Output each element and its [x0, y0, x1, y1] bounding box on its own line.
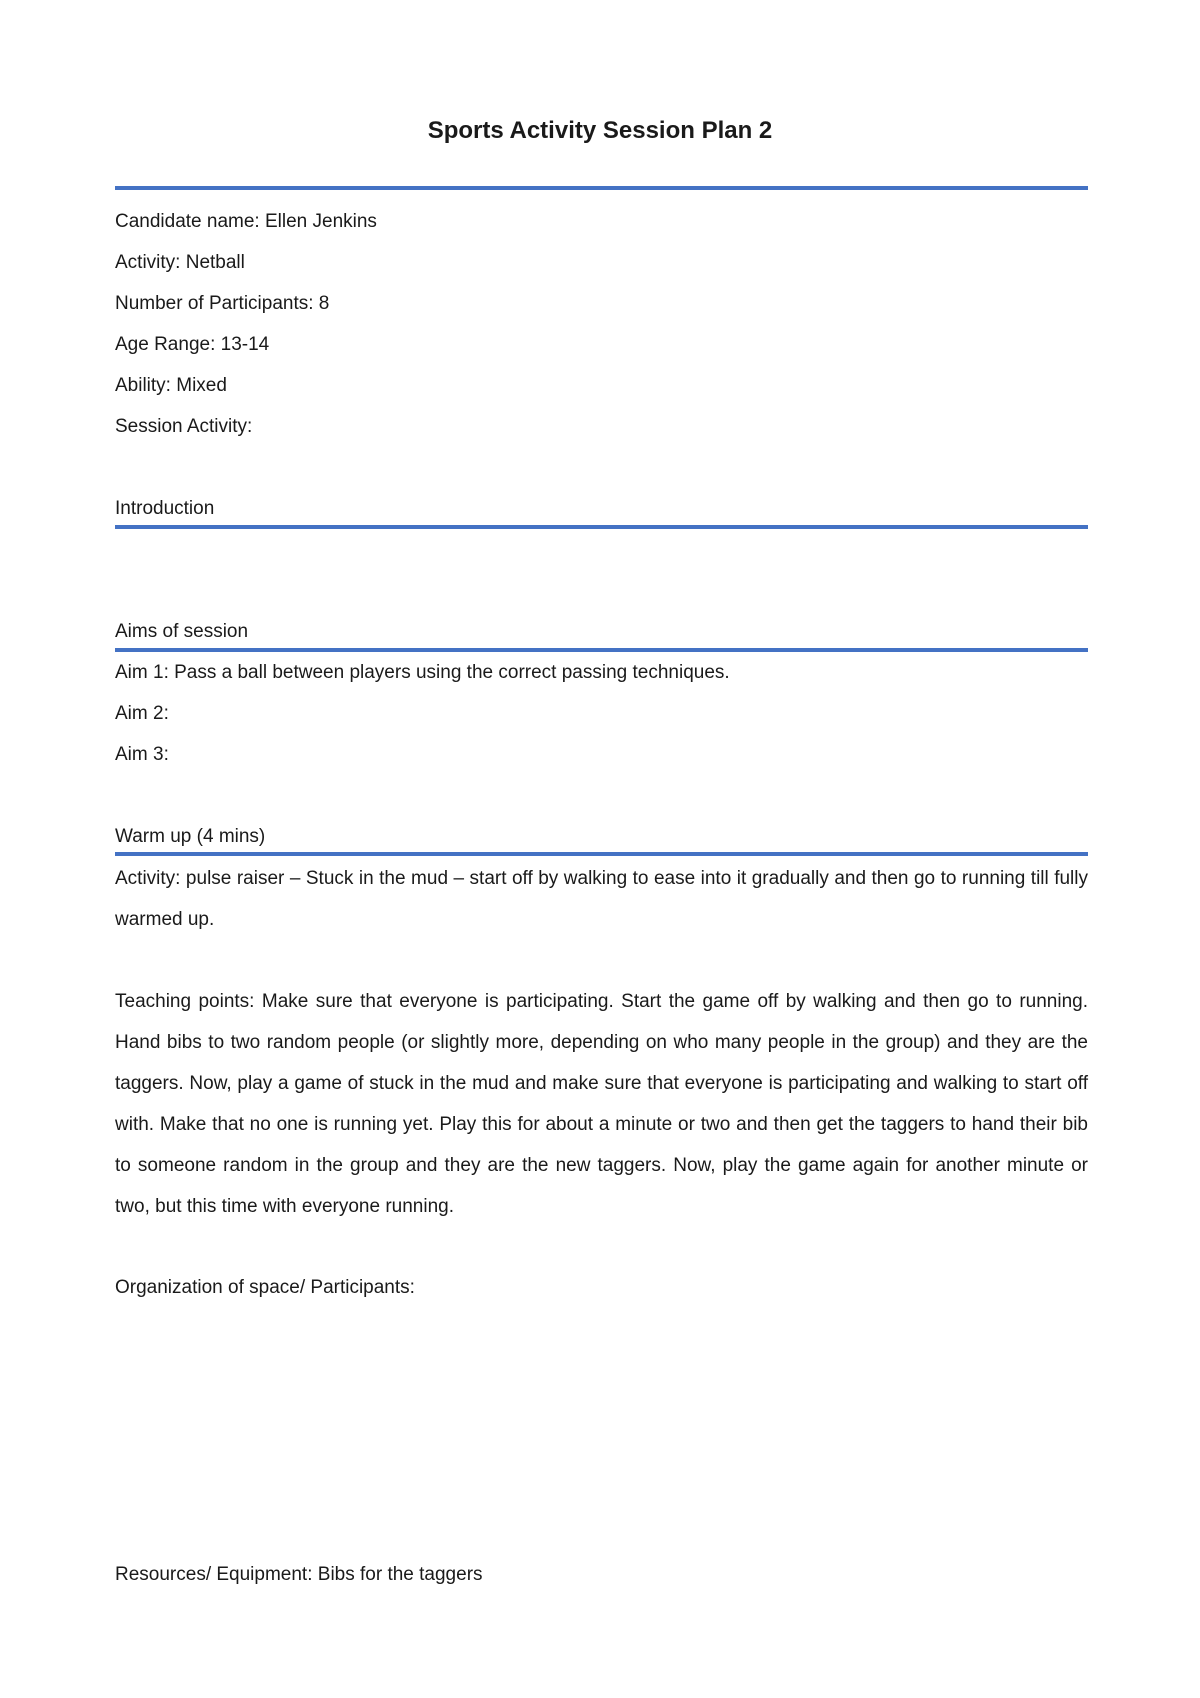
- document-title: Sports Activity Session Plan 2: [427, 117, 773, 144]
- aim-1: Aim 1: Pass a ball between players using the correct passing techniques.: [115, 662, 730, 683]
- activity-line: Activity: Netball: [115, 252, 245, 273]
- warmup-divider: [115, 852, 1088, 856]
- organization-line: Organization of space/ Participants:: [115, 1277, 415, 1298]
- aim-2: Aim 2:: [115, 703, 169, 724]
- aim-3: Aim 3:: [115, 744, 169, 765]
- aims-divider: [115, 648, 1088, 652]
- title-divider: [115, 186, 1088, 190]
- introduction-heading: Introduction: [115, 498, 215, 519]
- age-range-line: Age Range: 13-14: [115, 334, 270, 355]
- teaching-points: Teaching points: Make sure that everyone is participating. Start the game off by walking and then go to running. Hand bibs to two random people (or slightly more, depending on who many people in the group) and they are the taggers. Now, play a game of stuck in the mud and make sure that everyone is participating and walking to start off with. Make that no one is running yet. Play this for about a minute or two and then get the taggers to hand their bib to someone random in the group and they are the new taggers. Now, play the game again for another minute or two, but this time with everyone running.: [115, 991, 1088, 1217]
- session-activity-line: Session Activity:: [115, 416, 253, 437]
- participants-line: Number of Participants: 8: [115, 293, 330, 314]
- aims-heading: Aims of session: [115, 621, 249, 642]
- candidate-name: Candidate name: Ellen Jenkins: [115, 211, 377, 232]
- resources-line: Resources/ Equipment: Bibs for the taggers: [115, 1564, 483, 1585]
- warmup-heading: Warm up (4 mins): [115, 826, 266, 847]
- introduction-divider: [115, 525, 1088, 529]
- warmup-activity: Activity: pulse raiser – Stuck in the mud – start off by walking to ease into it gradually and then go to running till fully warmed up.: [115, 868, 1088, 930]
- ability-line: Ability: Mixed: [115, 375, 227, 396]
